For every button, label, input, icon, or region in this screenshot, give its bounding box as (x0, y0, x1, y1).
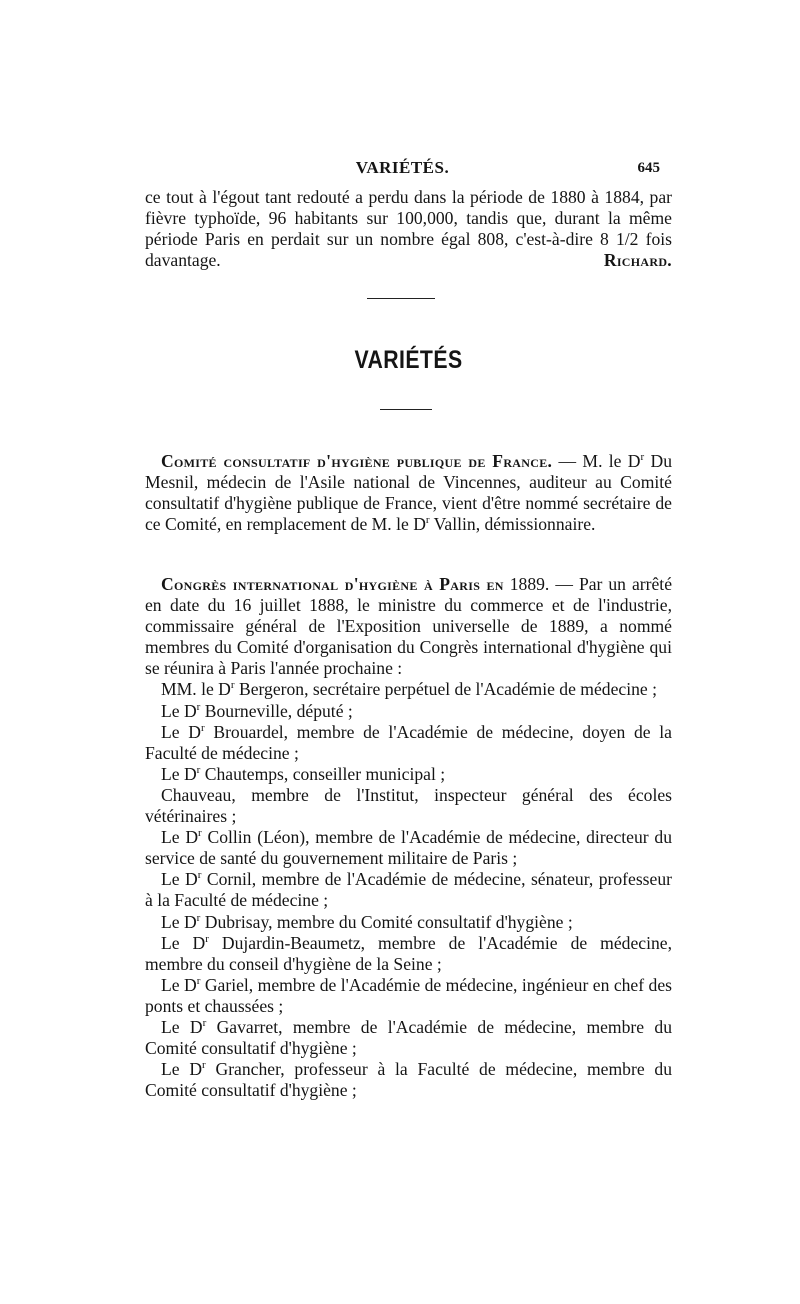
divider-rule-top (367, 298, 435, 299)
member-prefix: Le D (161, 1016, 203, 1037)
preceding-paragraph-text: ce tout à l'égout tant redouté a perdu dans la période de 1880 à 1884, par fièvre typhoïde, 96 habitants sur 100,000, tandis que, durant la même période Paris en perdait sur un nombre égal 808, c'est-à-dire 8 1/2 fois davantage. (145, 187, 672, 271)
member-sup: r (196, 974, 201, 987)
notice-2-year: 1889. (503, 574, 550, 594)
member-sup: r (205, 932, 209, 945)
member-sup: r (202, 1017, 207, 1030)
member-prefix: Le D (161, 974, 197, 995)
member-text: Brouardel, membre de l'Académie de médecine, doyen de la Faculté de médecine ; (145, 721, 672, 763)
notice-1-sup-b: r (425, 514, 430, 527)
notice-2-heading: Congrès international d'hygiène à Paris en (161, 574, 504, 594)
member-prefix: Le D (161, 721, 201, 742)
member-entry (145, 785, 672, 827)
member-text: Dujardin-Beaumetz, membre de l'Académie de médecine, membre du conseil d'hygiène de la Seine ; (145, 932, 672, 974)
preceding-paragraph (145, 187, 672, 271)
notice-1-dash: — (552, 451, 583, 471)
member-entry (145, 1059, 672, 1101)
member-prefix: Le D (161, 700, 197, 721)
member-sup: r (197, 869, 202, 882)
member-sup: r (202, 1059, 206, 1072)
member-sup: r (200, 721, 205, 734)
section-title: VARIÉTÉS (354, 346, 463, 374)
member-entry (145, 912, 672, 933)
member-text: Grancher, professeur à la Faculté de médecine, membre du Comité consultatif d'hygiène ; (145, 1059, 673, 1101)
notice-congres-international (145, 574, 672, 1101)
member-sup: r (196, 763, 201, 776)
member-sup: r (198, 827, 202, 840)
member-prefix: Le D (161, 827, 199, 848)
member-entry (145, 975, 672, 1017)
notice-2-text: Par un arrêté en date du 16 juillet 1888, le ministre du commerce et de l'industrie, commissaire général de l'Exposition universelle de 1889, a nommé membres du Comité d'organisation du Congrès international d'hygiène qui se réunira à Paris l'année prochaine : (145, 574, 673, 679)
member-text: Gavarret, membre de l'Académie de médecine, membre du Comité consultatif d'hygiène ; (145, 1016, 672, 1059)
member-entry (145, 701, 672, 722)
member-prefix: Le D (161, 1059, 203, 1080)
notice-1-text-b: Du Mesnil, médecin de l'Asile national de Vincennes, auditeur au Comité consultatif d'hygiène publique de France, vient d'être nommé secrétaire de ce Comité, en remplacement de M. le D (145, 451, 672, 535)
member-entry (145, 933, 672, 975)
member-entry (145, 722, 672, 764)
member-text: Chauveau, membre de l'Institut, inspecteur général des écoles vétérinaires ; (145, 784, 672, 827)
running-head (145, 158, 660, 184)
member-text: Cornil, membre de l'Académie de médecine, sénateur, professeur à la Faculté de médecine ; (145, 869, 672, 911)
member-entry (145, 827, 672, 869)
member-prefix: Le D (161, 869, 198, 890)
notice-1-text-c: Vallin, démissionnaire. (429, 514, 596, 535)
member-sup: r (196, 911, 201, 924)
notice-comite-consultatif (145, 451, 672, 535)
page-number: 645 (637, 160, 660, 176)
member-text: Gariel, membre de l'Académie de médecine, ingénieur en chef des ponts et chaussées ; (145, 974, 672, 1016)
member-sup: r (230, 679, 235, 692)
member-prefix: Le D (161, 932, 206, 953)
notice-1-heading: Comité consultatif d'hygiène publique de France. (161, 451, 553, 471)
notice-1-sup-a: r (640, 451, 645, 464)
author-signature: Richard. (603, 250, 672, 271)
notice-2-dash: — (549, 574, 579, 594)
member-text: Chautemps, conseiller municipal ; (200, 763, 446, 784)
member-text: Collin (Léon), membre de l'Académie de médecine, directeur du service de santé du gouvernement militaire de Paris ; (145, 827, 672, 869)
member-entry (145, 869, 672, 911)
member-text: Bergeron, secrétaire perpétuel de l'Académie de médecine ; (234, 679, 658, 700)
member-sup: r (196, 700, 201, 713)
member-entry (145, 764, 672, 785)
running-title: VARIÉTÉS. (355, 158, 450, 177)
member-prefix: Le D (161, 763, 197, 784)
member-entry (145, 1017, 672, 1059)
member-prefix: Le D (161, 911, 197, 932)
notice-1-text-a: M. le D (582, 451, 641, 471)
member-text: Dubrisay, membre du Comité consultatif d'hygiène ; (200, 911, 573, 932)
member-text: Bourneville, député ; (200, 700, 353, 721)
divider-rule-bottom (380, 409, 432, 410)
member-prefix: MM. le D (161, 679, 231, 700)
member-entry (145, 679, 672, 700)
